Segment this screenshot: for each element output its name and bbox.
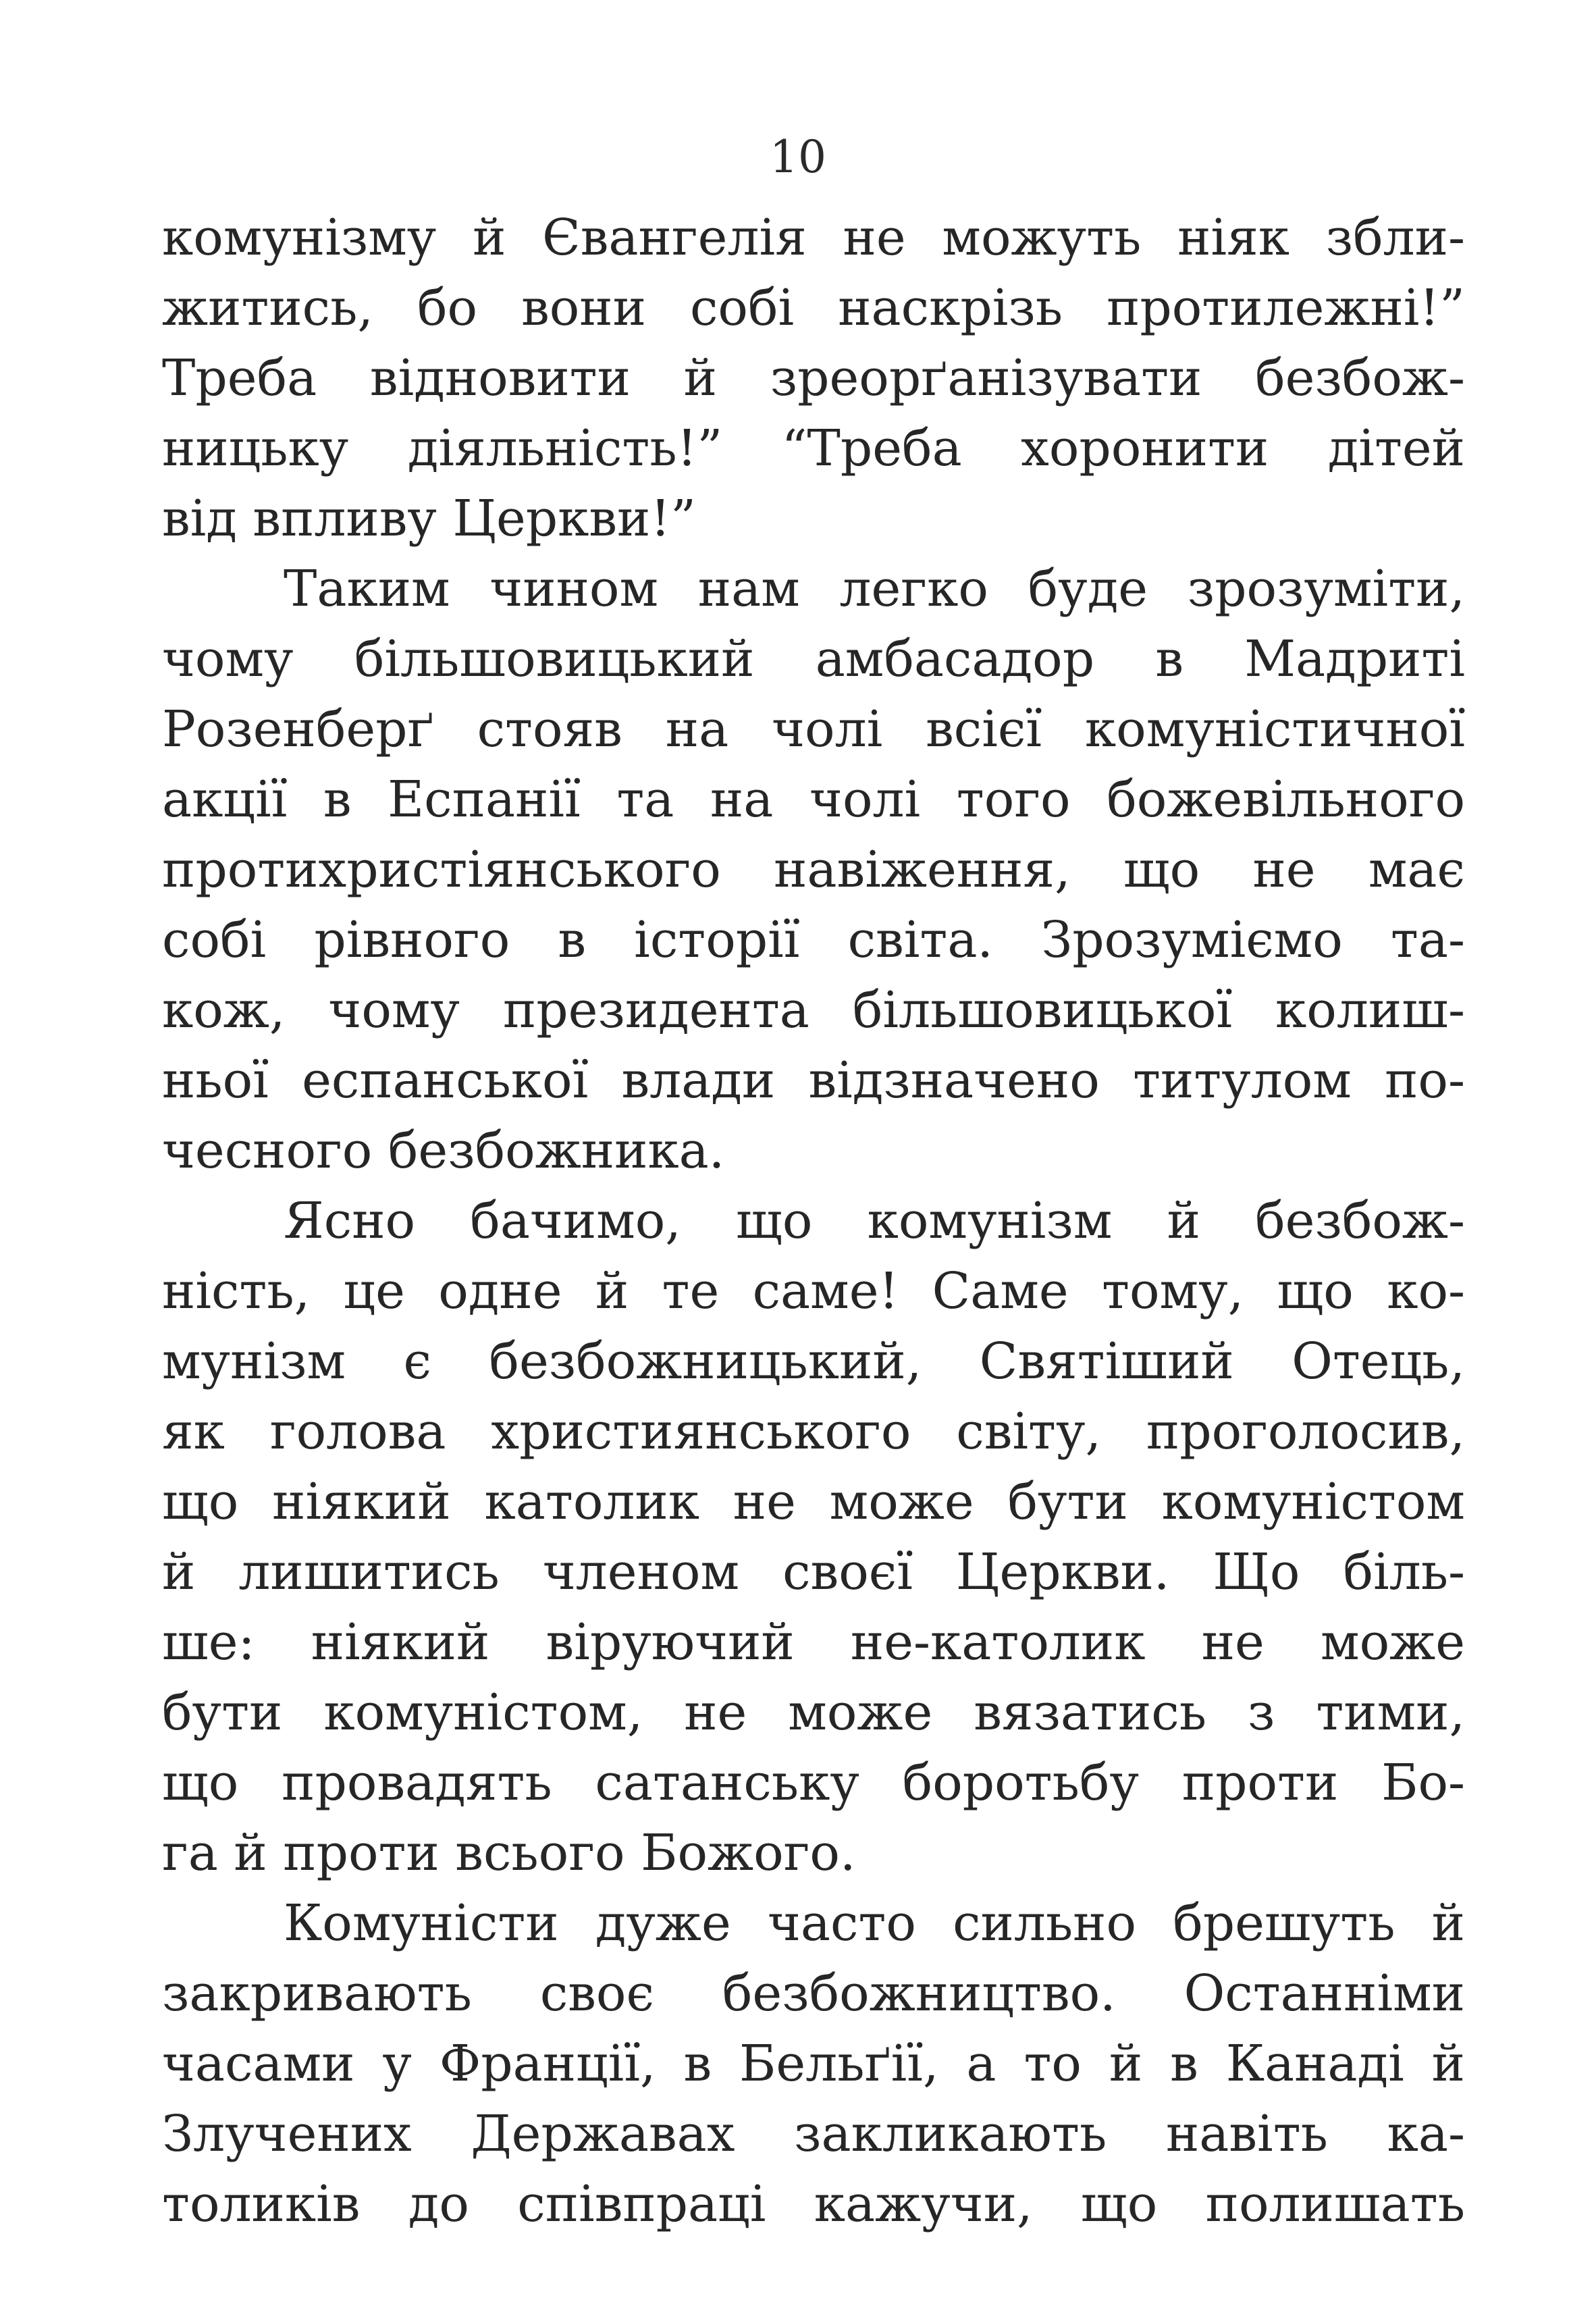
- text-line: ньої еспанської влади відзначено титулом по-: [162, 1051, 1465, 1110]
- text-line: ше: ніякий віруючий не-католик не може: [162, 1613, 1465, 1671]
- text-line: бути комуністом, не може вязатись з тими,: [162, 1683, 1465, 1742]
- text-line: закривають своє безбожництво. Останніми: [162, 1964, 1465, 2022]
- text-line: мунізм є безбожницький, Святіший Отець,: [162, 1332, 1465, 1390]
- text-line: житись, бо вони собі наскрізь протилежні!”: [162, 279, 1465, 337]
- text-line: Комуністи дуже часто сильно брешуть й: [284, 1894, 1465, 1952]
- text-line: що ніякий католик не може бути комуністом: [162, 1473, 1465, 1531]
- text-line: Треба відновити й зреорґанізувати безбож-: [162, 349, 1465, 407]
- text-line: ницьку діяльність!” “Треба хоронити дітей: [162, 419, 1465, 477]
- text-line: ність, це одне й те саме! Саме тому, що ко-: [162, 1262, 1465, 1320]
- text-line: що провадять сатанську боротьбу проти Бо-: [162, 1754, 1465, 1812]
- text-line: й лишитись членом своєї Церкви. Що біль-: [162, 1543, 1465, 1601]
- text-line: Розенберґ стояв на чолі всієї комуністичної: [162, 700, 1465, 758]
- body-text: [162, 203, 1465, 2239]
- text-line: акції в Еспанії та на чолі того божевільного: [162, 771, 1465, 829]
- text-line: чесного безбожника.: [162, 1122, 725, 1180]
- text-line: кож, чому президента більшовицької колиш-: [162, 981, 1465, 1039]
- text-line: протихристіянського навіження, що не має: [162, 841, 1465, 899]
- text-line: собі рівного в історії світа. Зрозуміємо та-: [162, 911, 1465, 969]
- text-line: від впливу Церкви!”: [162, 490, 696, 548]
- text-line: комунізму й Євангелія не можуть ніяк збли-: [162, 209, 1465, 267]
- text-line: га й проти всього Божого.: [162, 1824, 856, 1882]
- text-line: Злучених Державах закликають навіть ка-: [162, 2105, 1465, 2163]
- text-line: як голова християнського світу, проголосив,: [162, 1403, 1465, 1461]
- text-line: Ясно бачимо, що комунізм й безбож-: [284, 1192, 1465, 1250]
- text-line: Таким чином нам легко буде зрозуміти,: [284, 560, 1465, 618]
- text-line: часами у Франції, в Бельґії, а то й в Канаді й: [162, 2035, 1465, 2093]
- text-line: толиків до співпраці кажучи, що полишать: [162, 2175, 1465, 2233]
- page-number: 10: [770, 131, 826, 183]
- text-line: чому більшовицький амбасадор в Мадриті: [162, 630, 1465, 688]
